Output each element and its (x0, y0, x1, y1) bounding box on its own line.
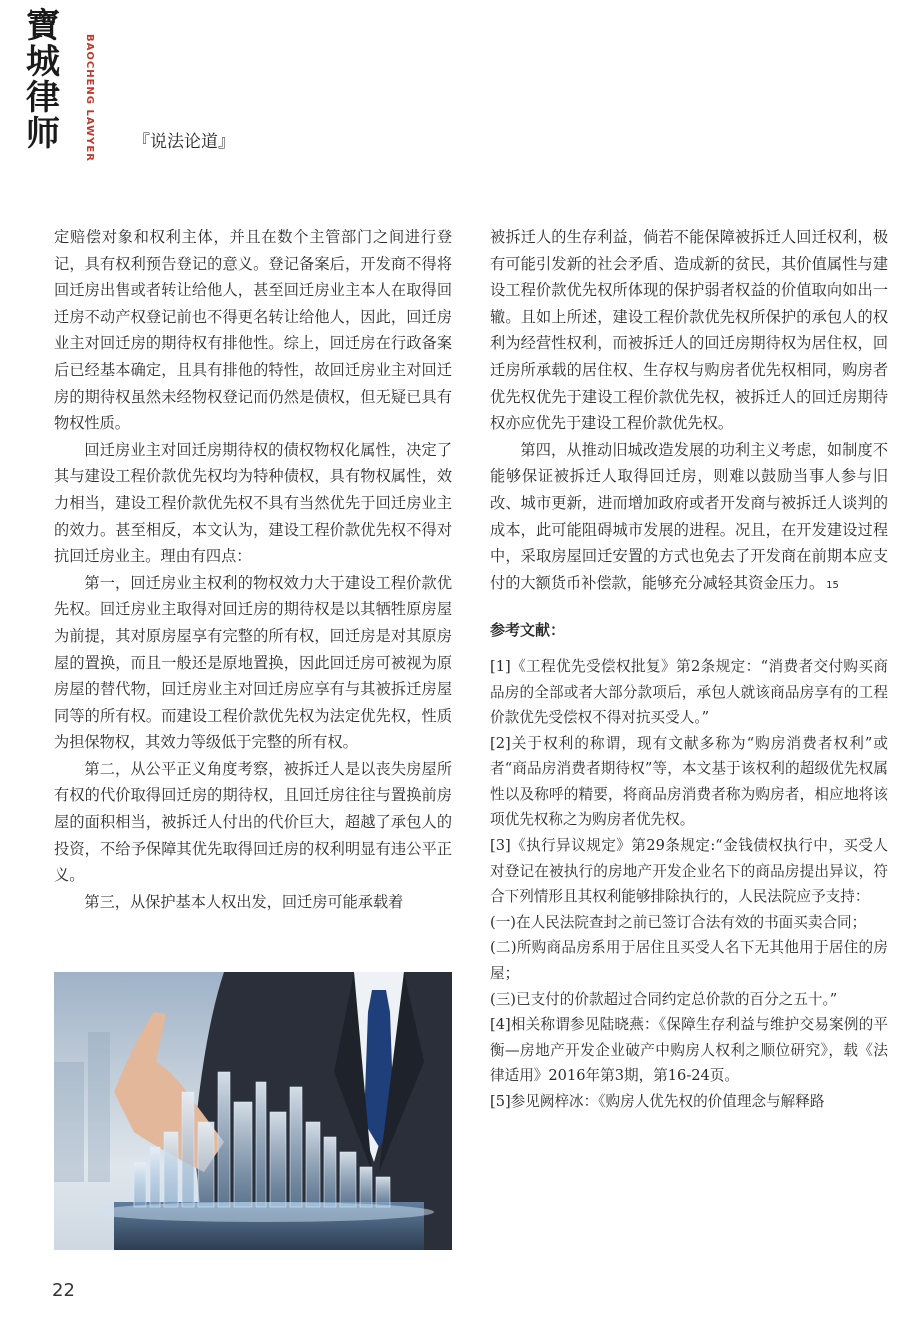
paragraph: 第三，从保护基本人权出发，回迁房可能承载着 (84, 892, 404, 911)
paragraph: 被拆迁人的生存利益，倘若不能保障被拆迁人回迁权利，极有可能引发新的社会矛盾、造成新的贫民，其价值属性与建设工程价款优先权所体现的保护弱者权益的价值取向如出一辙。且如上所述，建设工程价款优先权所保护的承包人的权利为经营性权利，而被拆迁人的回迁房期待权为居住权，回迁房所承载的居住权、生存权与购房者优先权相同，购房者优先权优先于建设工程价款优先权，被拆迁人的回迁房期待权亦应优先于建设工程价款优先权。 (490, 228, 888, 433)
logo-char: 城 (26, 42, 60, 82)
left-column (54, 224, 452, 915)
paragraph: 第二，从公平正义角度考察，被拆迁人是以丧失房屋所有权的代价取得回迁房的期待权，且回迁房往往与置换前房屋的面积相当，被拆迁人付出的代价巨大，超越了承包人的投资，不给予保障其优先取得回迁房的权利明显有违公平正义。 (54, 759, 452, 885)
logo-char: 师 (26, 114, 60, 154)
reference-item: (三)已支付的价款超过合同约定总价款的百分之五十。” (490, 990, 838, 1008)
businessman-city-photo (54, 972, 452, 1250)
logo-chinese (26, 8, 70, 152)
reference-item: [4]相关称谓参见陆晓燕：《保障生存利益与维护交易案例的平衡—房地产开发企业破产中购房人权利之顺位研究》，载《法律适用》2016年第3期，第16-24页。 (490, 1016, 888, 1085)
logo-char: 律 (26, 78, 60, 118)
page-number: 22 (52, 1280, 75, 1301)
photo-illustration (54, 972, 452, 1250)
logo-english: BAOCHENG LAWYER (84, 34, 95, 162)
reference-item: [2]关于权利的称谓，现有文献多称为“购房消费者权利”或者“商品房消费者期待权”等，本文基于该权利的超级优先权属性以及称呼的精要，将商品房消费者称为购房者，相应地将该项优先权称之为购房者优先权。 (490, 734, 888, 829)
reference-item: [5]参见阙梓冰：《购房人优先权的价值理念与解释路 (490, 1093, 825, 1110)
section-tag: 『说法论道』 (133, 132, 235, 152)
reference-item: (二)所购商品房系用于居住且买受人名下无其他用于居住的房屋； (490, 939, 888, 983)
paragraph-text: 第四，从推动旧城改造发展的功利主义考虑，如制度不能够保证被拆迁人取得回迁房，则难以鼓励当事人参与旧改、城市更新，进而增加政府或者开发商与被拆迁人谈判的成本，此可能阻碍城市发展的进程。况且，在开发建设过程中，采取房屋回迁安置的方式也免去了开发商在前期本应支付的大额货币补偿款，能够充分减轻其资金压力。 (490, 440, 888, 592)
footnote-marker: 15 (826, 579, 839, 591)
paragraph: 第一，回迁房业主权利的物权效力大于建设工程价款优先权。回迁房业主取得对回迁房的期待权是以其牺牲原房屋为前提，其对原房屋享有完整的所有权，回迁房是对其原房屋的置换，而且一般还是原地置换，因此回迁房可被视为原房屋的替代物，回迁房业主对回迁房应享有与其被拆迁房屋同等的所有权。而建设工程价款优先权为法定优先权，性质为担保物权，其效力等级低于完整的所有权。 (54, 573, 452, 752)
reference-item: [1]《工程优先受偿权批复》第2条规定：“消费者交付购买商品房的全部或者大部分款项后，承包人就该商品房享有的工程价款优先受偿权不得对抗买受人。” (490, 657, 888, 727)
paragraph: 定赔偿对象和权利主体，并且在数个主管部门之间进行登记，具有权利预告登记的意义。登记备案后，开发商不得将回迁房出售或者转让给他人，甚至回迁房业主本人在取得回迁房不动产权登记前也不得更名转让给他人，因此，回迁房业主对回迁房的期待权有排他性。综上，回迁房在行政备案后已经基本确定，且具有排他的特性，故回迁房业主对回迁房的期待权虽然未经物权登记而仍然是债权，但无疑已具有物权性质。 (54, 228, 452, 433)
references-list (490, 654, 888, 1115)
references-heading: 参考文献： (490, 621, 566, 640)
reference-item: (一)在人民法院查封之前已签订合法有效的书面买卖合同； (490, 913, 867, 931)
baocheng-logo (22, 8, 112, 168)
paragraph (490, 437, 888, 600)
right-column (490, 224, 888, 1115)
reference-item: [3]《执行异议规定》第29条规定:“金钱债权执行中，买受人对登记在被执行的房地产开发企业名下的商品房提出异议，符合下列情形且其权利能够排除执行的，人民法院应予支持： (490, 837, 888, 906)
paragraph: 回迁房业主对回迁房期待权的债权物权化属性，决定了其与建设工程价款优先权均为特种债权，具有物权属性，效力相当，建设工程价款优先权不具有当然优先于回迁房业主的效力。甚至相反，本文认为，建设工程价款优先权不得对抗回迁房业主。理由有四点： (54, 440, 452, 566)
logo-char: 寶 (26, 6, 60, 46)
